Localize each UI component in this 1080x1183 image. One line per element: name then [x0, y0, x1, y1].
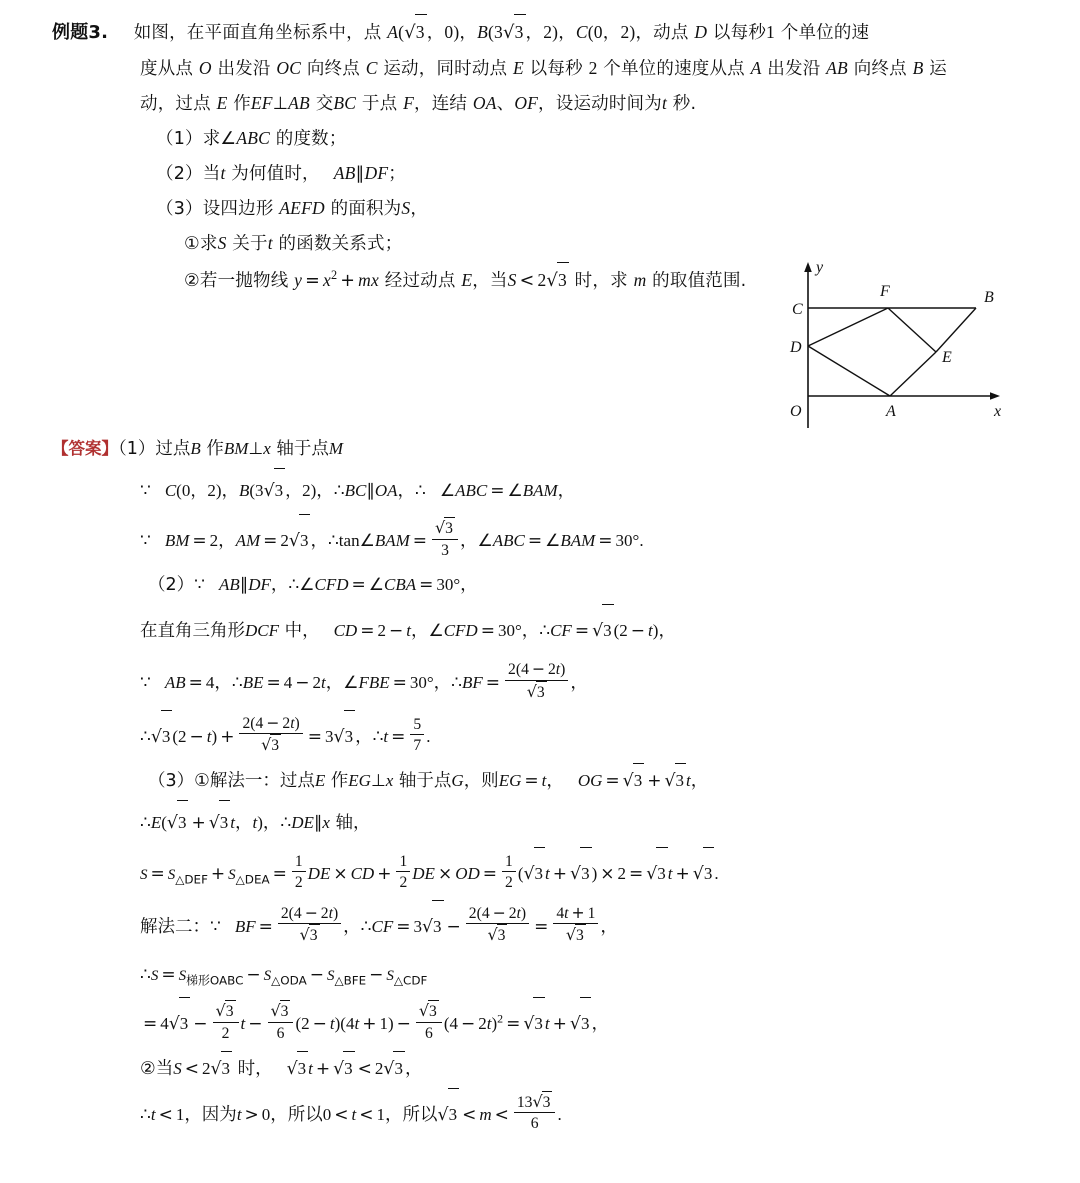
answer-line-7: ∴√3 (2 − t) + $\frac{2(4 - 2t)}{√3}$ = 3√3 ，∴t = $\frac{5}{7}$ .: [52, 710, 1052, 764]
problem-line-3: 动，过点 E 作EF⊥AB 交BC 于点 F，连结 OA、OF，设运动时间为t 秒.: [140, 92, 697, 114]
problem-line-2: 度从点 O 出发沿 OC 向终点 C 运动，同时动点 E 以每秒 2 个单位的速度从点 A 出发沿 AB 向终点 B 运: [140, 57, 947, 79]
answer-line-8: （3）①解法一：过点E 作EG⊥x 轴于点G，则EG = t， OG = √3 + √3 t，: [52, 763, 1052, 800]
answer-line-13: = 4√3 − $\frac{√3}{2}$ t − $\frac{√3}{6}$ (2 − t)(4t + 1) − $\frac{√3}{6}$ $(4 - 2t)^2 = √3$ t + √3 ，: [52, 997, 1052, 1051]
problem-sub-2: （2）当t 为何值时， AB∥DF；: [156, 163, 406, 185]
label-F: F: [880, 283, 890, 300]
answer-line-5: 在直角三角形DCF 中， CD = 2 − t，∠CFD = 30°，∴CF = √3 (2 − t)，: [52, 604, 1052, 658]
answer-line-9: ∴E(√3 + √3 t，t)，∴DE∥x 轴，: [52, 800, 1052, 847]
answer-tag: 【答案】: [52, 439, 118, 458]
problem-sub-3b: ②若一抛物线 $y = x^2$ + mx 经过动点 E，当S < 2√3 时，求 m 的取值范围.: [52, 262, 1042, 299]
answer-line-11: 解法二：∵ BF = $\frac{2(4 - 2t)}{√3}$ ，∴CF = 3√3 − $\frac{2(4 - 2t)}{√3}$ = $\frac{4t + 1}{√3}$ ，: [52, 900, 1052, 954]
problem-sub-3a: ①求S 关于t 的函数关系式；: [184, 233, 403, 255]
segment-DA: [808, 346, 890, 396]
coordinate-figure: [760, 256, 1010, 436]
figure-svg: [760, 256, 1010, 436]
problem-label: 例题3.: [52, 22, 109, 43]
label-A: A: [886, 403, 896, 420]
answer-line-10: $S = S_{\triangle DEF} + S_{\triangle DEA}$ = $\frac{1}{2}$ DE × CD + $\frac{1}{2}$ DE × OD = $\frac{1}{2}$ (√3 t + √3 ) × 2 = √3 t + √3 .: [52, 847, 1052, 900]
segment-DF: [808, 308, 888, 346]
answer-line-6: ∵ AB = 4，∴BE = 4 − 2t，∠FBE = 30°，∴BF = $\frac{2(4 - 2t)}{√3}$ ，: [52, 657, 1052, 710]
segment-AE: [890, 352, 936, 396]
answer-line-14: ②当S < 2√3 时， √3 t + √3 < 2√3 ，: [52, 1051, 1052, 1088]
label-x-axis: x: [994, 403, 1002, 420]
segment-EB: [936, 308, 976, 352]
problem-sub-1: （1）求∠ABC 的度数；: [156, 128, 347, 150]
problem-sub-3: （3）设四边形 AEFD 的面积为S，: [156, 198, 429, 220]
label-y-axis: y: [816, 259, 824, 276]
answer-line-12: ∴S = $S_{梯形OABC} - S_{\triangle ODA} - S_{\triangle BFE} - S_{\triangle CDF}$: [140, 965, 428, 988]
answer-block: [52, 432, 1052, 1141]
segment-FE: [888, 308, 936, 352]
label-E: E: [942, 349, 952, 366]
x-axis-arrow: [990, 392, 1000, 400]
label-B: B: [984, 289, 994, 306]
label-D: D: [790, 339, 802, 356]
label-C: C: [792, 301, 803, 318]
label-O: O: [790, 403, 802, 420]
answer-line-2: ∵ C(0，2)，B(3√3 ，2)，∴BC∥OA，∴ ∠ABC = ∠BAM，: [52, 468, 1052, 515]
y-axis-arrow: [804, 262, 812, 272]
problem-line-1: 例题3. 如图，在平面直角坐标系中，点 A(√3 ，0)，B(3√3 ，2)，C(0，2)，动点 D 以每秒1 个单位的速: [52, 14, 1042, 51]
answer-line-4: （2）∵ AB∥DF，∴∠CFD = ∠CBA = 30°，: [148, 574, 478, 595]
answer-line-1: 【答案】（1）过点B 作BM⊥x 轴于点M: [52, 439, 344, 459]
answer-line-3: ∵ BM = 2，AM = 2√3 ，∴tan∠BAM = $\frac{√3}{3}$ ，∠ABC = ∠BAM = 30°.: [52, 514, 1052, 568]
answer-line-15: ∴t < 1，因为t > 0，所以0 < t < 1，所以√3 < m < $\frac{13√3}{6}$ .: [52, 1088, 1052, 1142]
